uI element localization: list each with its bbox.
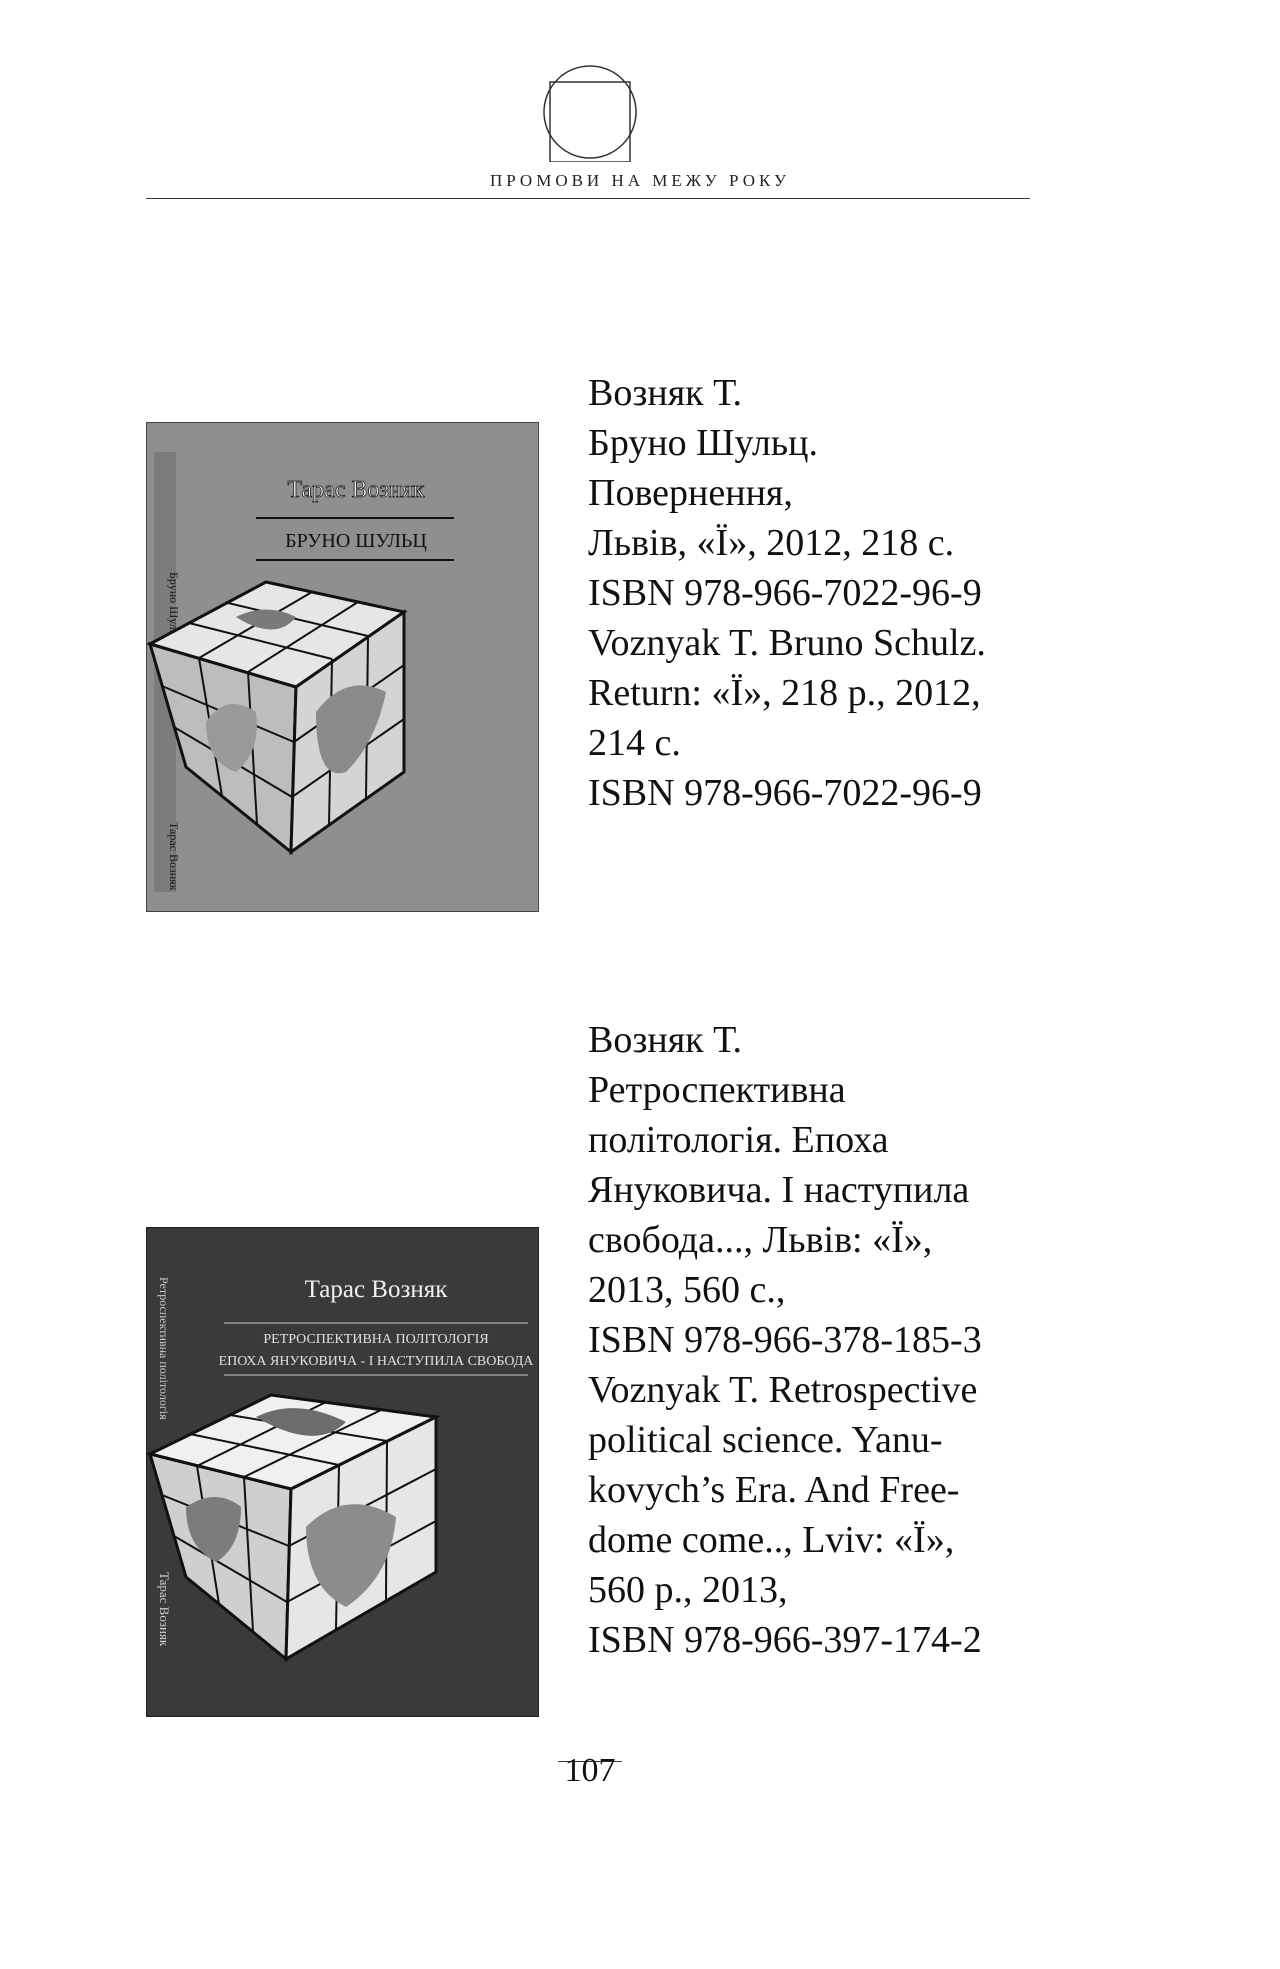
cover1-author: Тарас Возняк	[287, 477, 425, 503]
cover2-spine-author: Тарас Возняк	[157, 1572, 172, 1647]
cover1-spine-title: Бруно Шульц	[167, 572, 181, 642]
entry-line: 2013, 560 с.,	[588, 1269, 786, 1311]
entry-line: політологія. Епоха	[588, 1119, 889, 1161]
page-number: 107	[564, 1752, 616, 1789]
entry-line: Возняк Т.	[588, 372, 743, 414]
cover2-spine-title: Ретроспективна політологія	[157, 1277, 171, 1420]
entry-line: Януковича. І наступила	[588, 1169, 970, 1211]
entry-line: Бруно Шульц.	[588, 422, 818, 464]
cover1-title: БРУНО ШУЛЬЦ	[285, 530, 427, 552]
entry-line: ISBN 978-966-7022-96-9	[588, 772, 982, 814]
book-entry-1	[588, 368, 1048, 818]
entry-line: Return: «Ї», 218 p., 2012,	[588, 672, 981, 714]
entry-line: ISBN 978-966-7022-96-9	[588, 572, 982, 614]
entry-line: 214 c.	[588, 722, 681, 764]
entry-line: Повернення,	[588, 472, 793, 514]
cover-image	[146, 1227, 539, 1717]
cover2-title-line1: РЕТРОСПЕКТИВНА ПОЛІТОЛОГІЯ	[263, 1332, 489, 1347]
cover-image	[146, 422, 539, 912]
entry-line: Voznyak T. Retrospective	[588, 1369, 978, 1411]
entry-line: 560 p., 2013,	[588, 1569, 788, 1611]
entry-line: dome come.., Lviv: «Ї»,	[588, 1519, 955, 1561]
running-title: ПРОМОВИ НА МЕЖУ РОКУ	[489, 171, 791, 190]
book-entry-2	[588, 1015, 1048, 1665]
header-divider	[146, 198, 1030, 199]
emblem-icon	[540, 62, 640, 162]
entry-line: Возняк Т.	[588, 1019, 743, 1061]
cover2-title-line2: ЕПОХА ЯНУКОВИЧА - І НАСТУПИЛА СВОБОДА	[218, 1354, 534, 1369]
entry-line: ISBN 978-966-397-174-2	[588, 1619, 982, 1661]
cover1-spine-author: Тарас Возняк	[167, 822, 181, 891]
book-cover-1	[146, 422, 539, 912]
book-cover-2	[146, 1227, 539, 1717]
entry-line: свобода..., Львів: «Ї»,	[588, 1219, 933, 1261]
entry-line: ISBN 978-966-378-185-3	[588, 1319, 982, 1361]
entry-line: political science. Yanu-	[588, 1419, 943, 1461]
entry-line: kovych’s Era. And Free-	[588, 1469, 960, 1511]
entry-line: Voznyak T. Bruno Schulz.	[588, 622, 986, 664]
entry-line: Ретроспективна	[588, 1069, 846, 1111]
cover2-author: Тарас Возняк	[304, 1276, 448, 1303]
entry-line: Львів, «Ї», 2012, 218 с.	[588, 522, 955, 564]
